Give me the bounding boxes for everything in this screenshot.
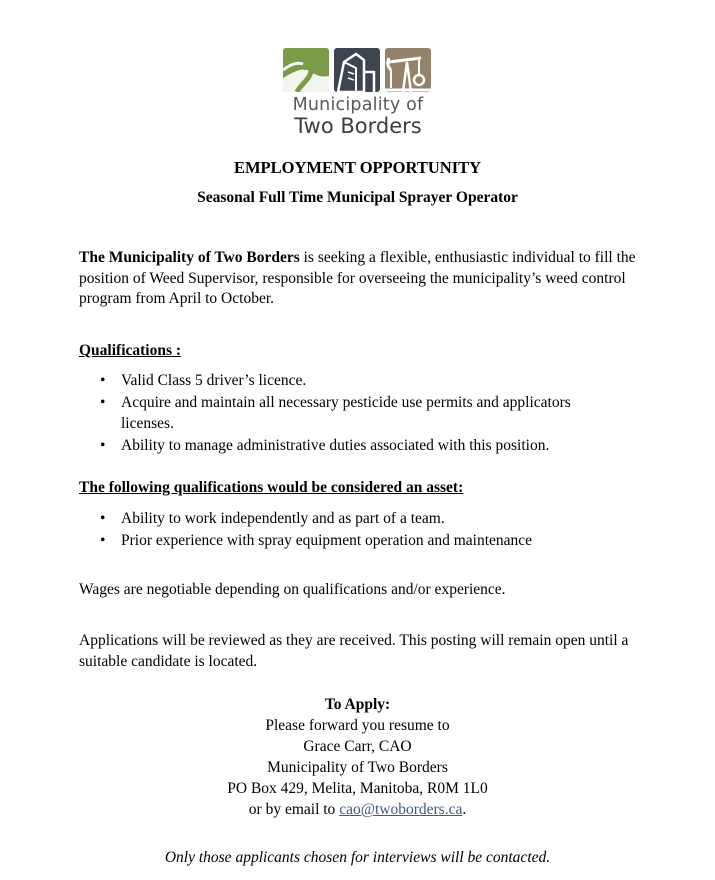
job-title: Seasonal Full Time Municipal Sprayer Operator [197,189,518,206]
logo-text-line1: Municipality of [292,95,424,115]
list-item: • Acquire and maintain all necessary pesticide use permits and applicators licenses. [79,393,619,434]
list-item: • Valid Class 5 driver’s licence. [79,371,619,392]
apply-heading: To Apply: [324,696,391,713]
qualifications-list [79,371,619,456]
grain-elevator-icon [334,48,380,92]
intro-paragraph [79,248,649,310]
page-title: EMPLOYMENT OPPORTUNITY [233,158,482,177]
municipality-logo [283,48,433,140]
river-landscape-icon [283,48,329,92]
logo-text-line2: Two Borders [294,114,422,138]
list-item: • Prior experience with spray equipment operation and maintenance [79,531,619,552]
contact-address: PO Box 429, Melita, Manitoba, R0M 1L0 [227,780,488,797]
qualifications-heading: Qualifications : [79,342,182,359]
intro-text: is seeking a flexible, enthusiastic individual to fill the position of Weed Supervisor, responsible for overseeing the municipality’s weed control program from April to October. [79,249,636,307]
logo-tiles [283,48,433,94]
wages-paragraph: Wages are negotiable depending on qualifications and/or experience. [79,581,506,598]
footer-note: Only those applicants chosen for interviews will be contacted. [164,849,551,866]
apply-block [0,694,715,820]
contact-org: Municipality of Two Borders [267,759,448,776]
review-paragraph: Applications will be reviewed as they are received. This posting will remain open until a suitable candidate is located. [79,632,629,670]
list-item: • Ability to manage administrative duties associated with this position. [79,436,619,457]
org-name: The Municipality of Two Borders [79,249,300,266]
email-line: or by email to cao@twoborders.ca. [248,801,467,818]
assets-heading: The following qualifications would be considered an asset: [79,479,464,496]
email-link[interactable]: cao@twoborders.ca [339,801,463,818]
list-item: • Ability to work independently and as part of a team. [79,509,619,530]
apply-line: Please forward you resume to [265,717,450,734]
contact-name: Grace Carr, CAO [303,738,412,755]
oil-pumpjack-icon [385,48,431,92]
assets-list [79,509,619,552]
